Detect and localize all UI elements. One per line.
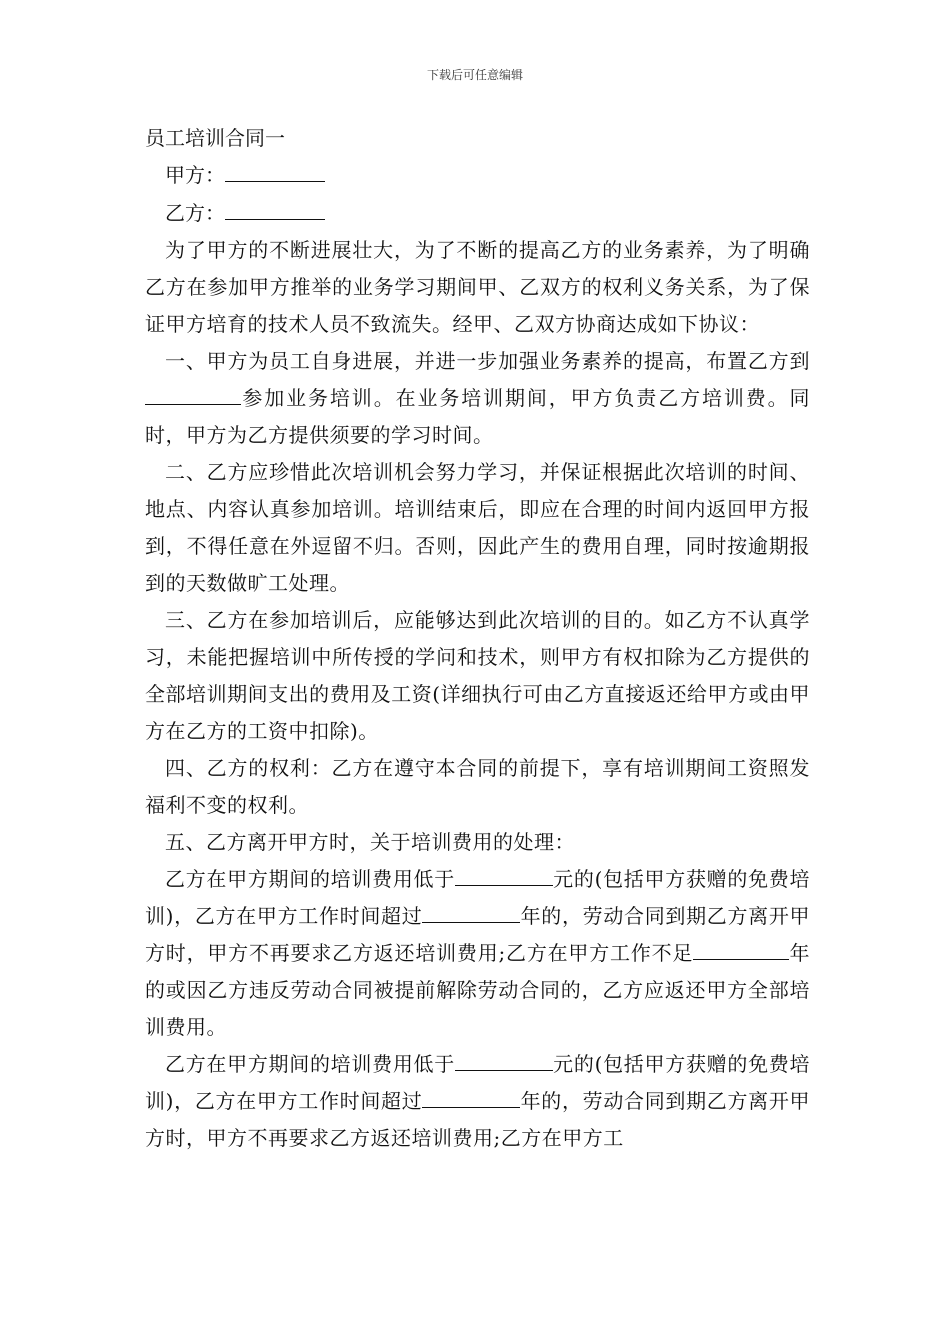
header-note: 下载后可任意编辑 — [426, 68, 523, 82]
party-b-label: 乙方： — [165, 201, 225, 225]
clause-5-sub-2-text-a: 乙方在甲方期间的培训费用低于 — [165, 1052, 455, 1076]
preamble-paragraph: 为了甲方的不断进展壮大，为了不断的提高乙方的业务素养，为了明确乙方在参加甲方推举的业务学习期间甲、乙双方的权利义务关系，为了保证甲方培育的技术人员不致流失。经甲、乙双方协商达成如下协议： — [145, 238, 810, 336]
clause-5-sub-2-text-c: 年的，劳动合同到期乙方离开甲方时，甲方不再要求乙方返还培训费用;乙方在甲方工 — [145, 1089, 810, 1150]
clause-5-sub-1-text-c: 年的，劳动合同到期乙方离开甲方时，甲方不再要求乙方返还培训费用;乙方在甲方工作不足 — [145, 904, 810, 965]
fee-amount-blank-2 — [455, 1050, 553, 1071]
clause-5-sub-2-paragraph — [145, 1046, 810, 1157]
clause-5-sub-1-text-a: 乙方在甲方期间的培训费用低于 — [165, 867, 455, 891]
short-years-blank-1 — [693, 939, 789, 960]
training-location-blank — [145, 384, 241, 405]
fee-amount-blank-1 — [455, 865, 553, 886]
party-a-blank — [225, 161, 325, 182]
clause-1-text-a: 一、甲方为员工自身进展，并进一步加强业务素养的提高，布置乙方到 — [165, 349, 810, 373]
clause-5-paragraph: 五、乙方离开甲方时，关于培训费用的处理： — [165, 830, 575, 854]
clause-5-sub-1-text-b: 元的(包括甲方获赠的免费培训)，乙方在甲方工作时间超过 — [145, 867, 810, 928]
clause-5-sub-1-paragraph — [145, 861, 810, 1046]
document-title: 员工培训合同一 — [145, 126, 285, 150]
clause-4-paragraph: 四、乙方的权利：乙方在遵守本合同的前提下，享有培训期间工资照发福利不变的权利。 — [145, 756, 810, 817]
clause-2-paragraph: 二、乙方应珍惜此次培训机会努力学习，并保证根据此次培训的时间、地点、内容认真参加培训。培训结束后，即应在合理的时间内返回甲方报到，不得任意在外逗留不归。否则，因此产生的费用自理，同时按逾期报到的天数做旷工处理。 — [145, 460, 810, 595]
document-body — [145, 120, 810, 1157]
party-b-blank — [225, 199, 325, 220]
clause-5-sub-1-text-d: 年的或因乙方违反劳动合同被提前解除劳动合同的，乙方应返还甲方全部培训费用。 — [145, 941, 810, 1039]
party-a-label: 甲方： — [165, 163, 225, 187]
party-a-line — [145, 156, 810, 194]
clause-1-text-b: 参加业务培训。在业务培训期间，甲方负责乙方培训费。同时，甲方为乙方提供须要的学习时间。 — [145, 386, 810, 447]
party-b-line — [145, 194, 810, 232]
clause-1-paragraph — [145, 343, 810, 454]
clause-3-paragraph: 三、乙方在参加培训后，应能够达到此次培训的目的。如乙方不认真学习，未能把握培训中所传授的学问和技术，则甲方有权扣除为乙方提供的全部培训期间支出的费用及工资(详细执行可由乙方直接返还给甲方或由甲方在乙方的工资中扣除)。 — [145, 608, 810, 743]
work-years-blank-1 — [422, 902, 520, 923]
clause-5-sub-2-text-b: 元的(包括甲方获赠的免费培训)，乙方在甲方工作时间超过 — [145, 1052, 810, 1113]
work-years-blank-2 — [422, 1087, 520, 1108]
